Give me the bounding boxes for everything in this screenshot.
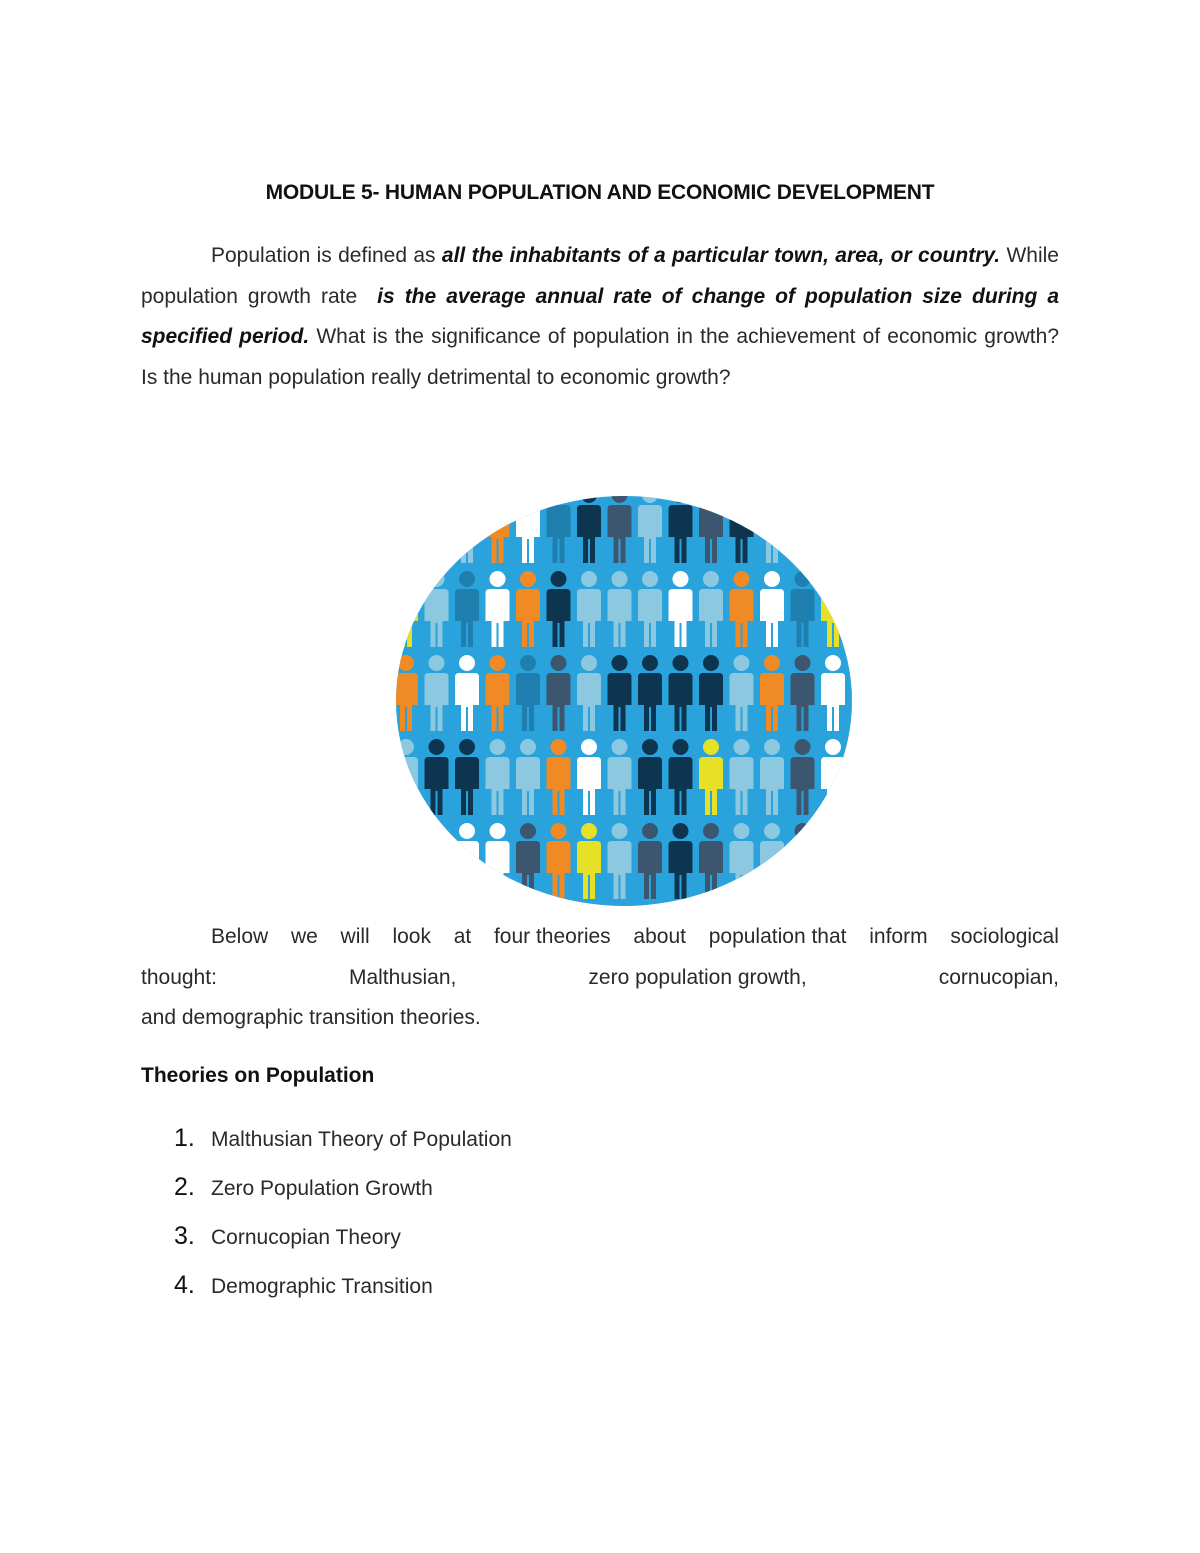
theories-intro-paragraph <box>141 917 1059 1039</box>
theories-intro-line-1 <box>141 917 1059 958</box>
list-item-label: Cornucopian Theory <box>211 1226 401 1249</box>
list-number: 2. <box>174 1173 195 1201</box>
word: thought: <box>141 965 217 989</box>
intro-text-2: While population growth rate <box>141 244 1059 308</box>
word: four theories <box>493 925 611 948</box>
word: Below <box>211 925 269 948</box>
theories-intro-line-3: and demographic transition theories. <box>141 1006 481 1029</box>
intro-text-1: Population is defined as <box>211 244 436 267</box>
word: at <box>453 925 472 948</box>
person-icon <box>396 823 418 899</box>
list-item <box>174 1124 512 1173</box>
person-icon <box>852 823 853 899</box>
intro-definition-population: all the inhabitants of a particular town, area, or country. <box>441 244 1001 267</box>
list-item-label: Malthusian Theory of Population <box>211 1128 512 1151</box>
word: sociological <box>950 925 1059 948</box>
person-icon <box>821 496 845 563</box>
word: zero population growth, <box>588 965 807 989</box>
list-item-label: Demographic Transition <box>211 1275 433 1298</box>
person-icon <box>852 496 853 563</box>
intro-definition-growth-rate: is the average annual rate of change of population size during a specified period. <box>141 284 1059 348</box>
word: population that <box>708 925 847 948</box>
theories-intro-line-2 <box>141 958 1059 999</box>
people-crowd-icon <box>396 496 852 906</box>
list-item <box>174 1222 512 1271</box>
person-icon <box>852 571 853 647</box>
list-item <box>174 1173 512 1222</box>
word: will <box>340 925 370 948</box>
list-item <box>174 1271 512 1320</box>
word: we <box>290 925 318 948</box>
word: Malthusian, <box>348 965 457 989</box>
person-icon <box>852 655 853 731</box>
module-title: MODULE 5- HUMAN POPULATION AND ECONOMIC DEVELOPMENT <box>265 181 935 204</box>
person-icon <box>425 496 449 563</box>
person-icon <box>425 823 449 899</box>
word: cornucopian, <box>938 965 1059 989</box>
word: about <box>633 925 686 948</box>
word: inform <box>869 925 928 948</box>
theories-list <box>174 1124 512 1320</box>
person-icon <box>852 739 853 815</box>
list-number: 4. <box>174 1271 195 1299</box>
list-number: 1. <box>174 1124 195 1152</box>
person-icon <box>821 823 845 899</box>
list-item-label: Zero Population Growth <box>211 1177 433 1200</box>
theories-heading: Theories on Population <box>141 1064 375 1087</box>
intro-text-3: What is the significance of population in the achievement of economic growth? Is the human population really detrimental to economic growth? <box>141 325 1059 389</box>
word: look <box>392 925 431 948</box>
intro-paragraph <box>141 236 1059 398</box>
list-number: 3. <box>174 1222 195 1250</box>
person-icon <box>791 496 815 563</box>
person-icon <box>396 496 418 563</box>
